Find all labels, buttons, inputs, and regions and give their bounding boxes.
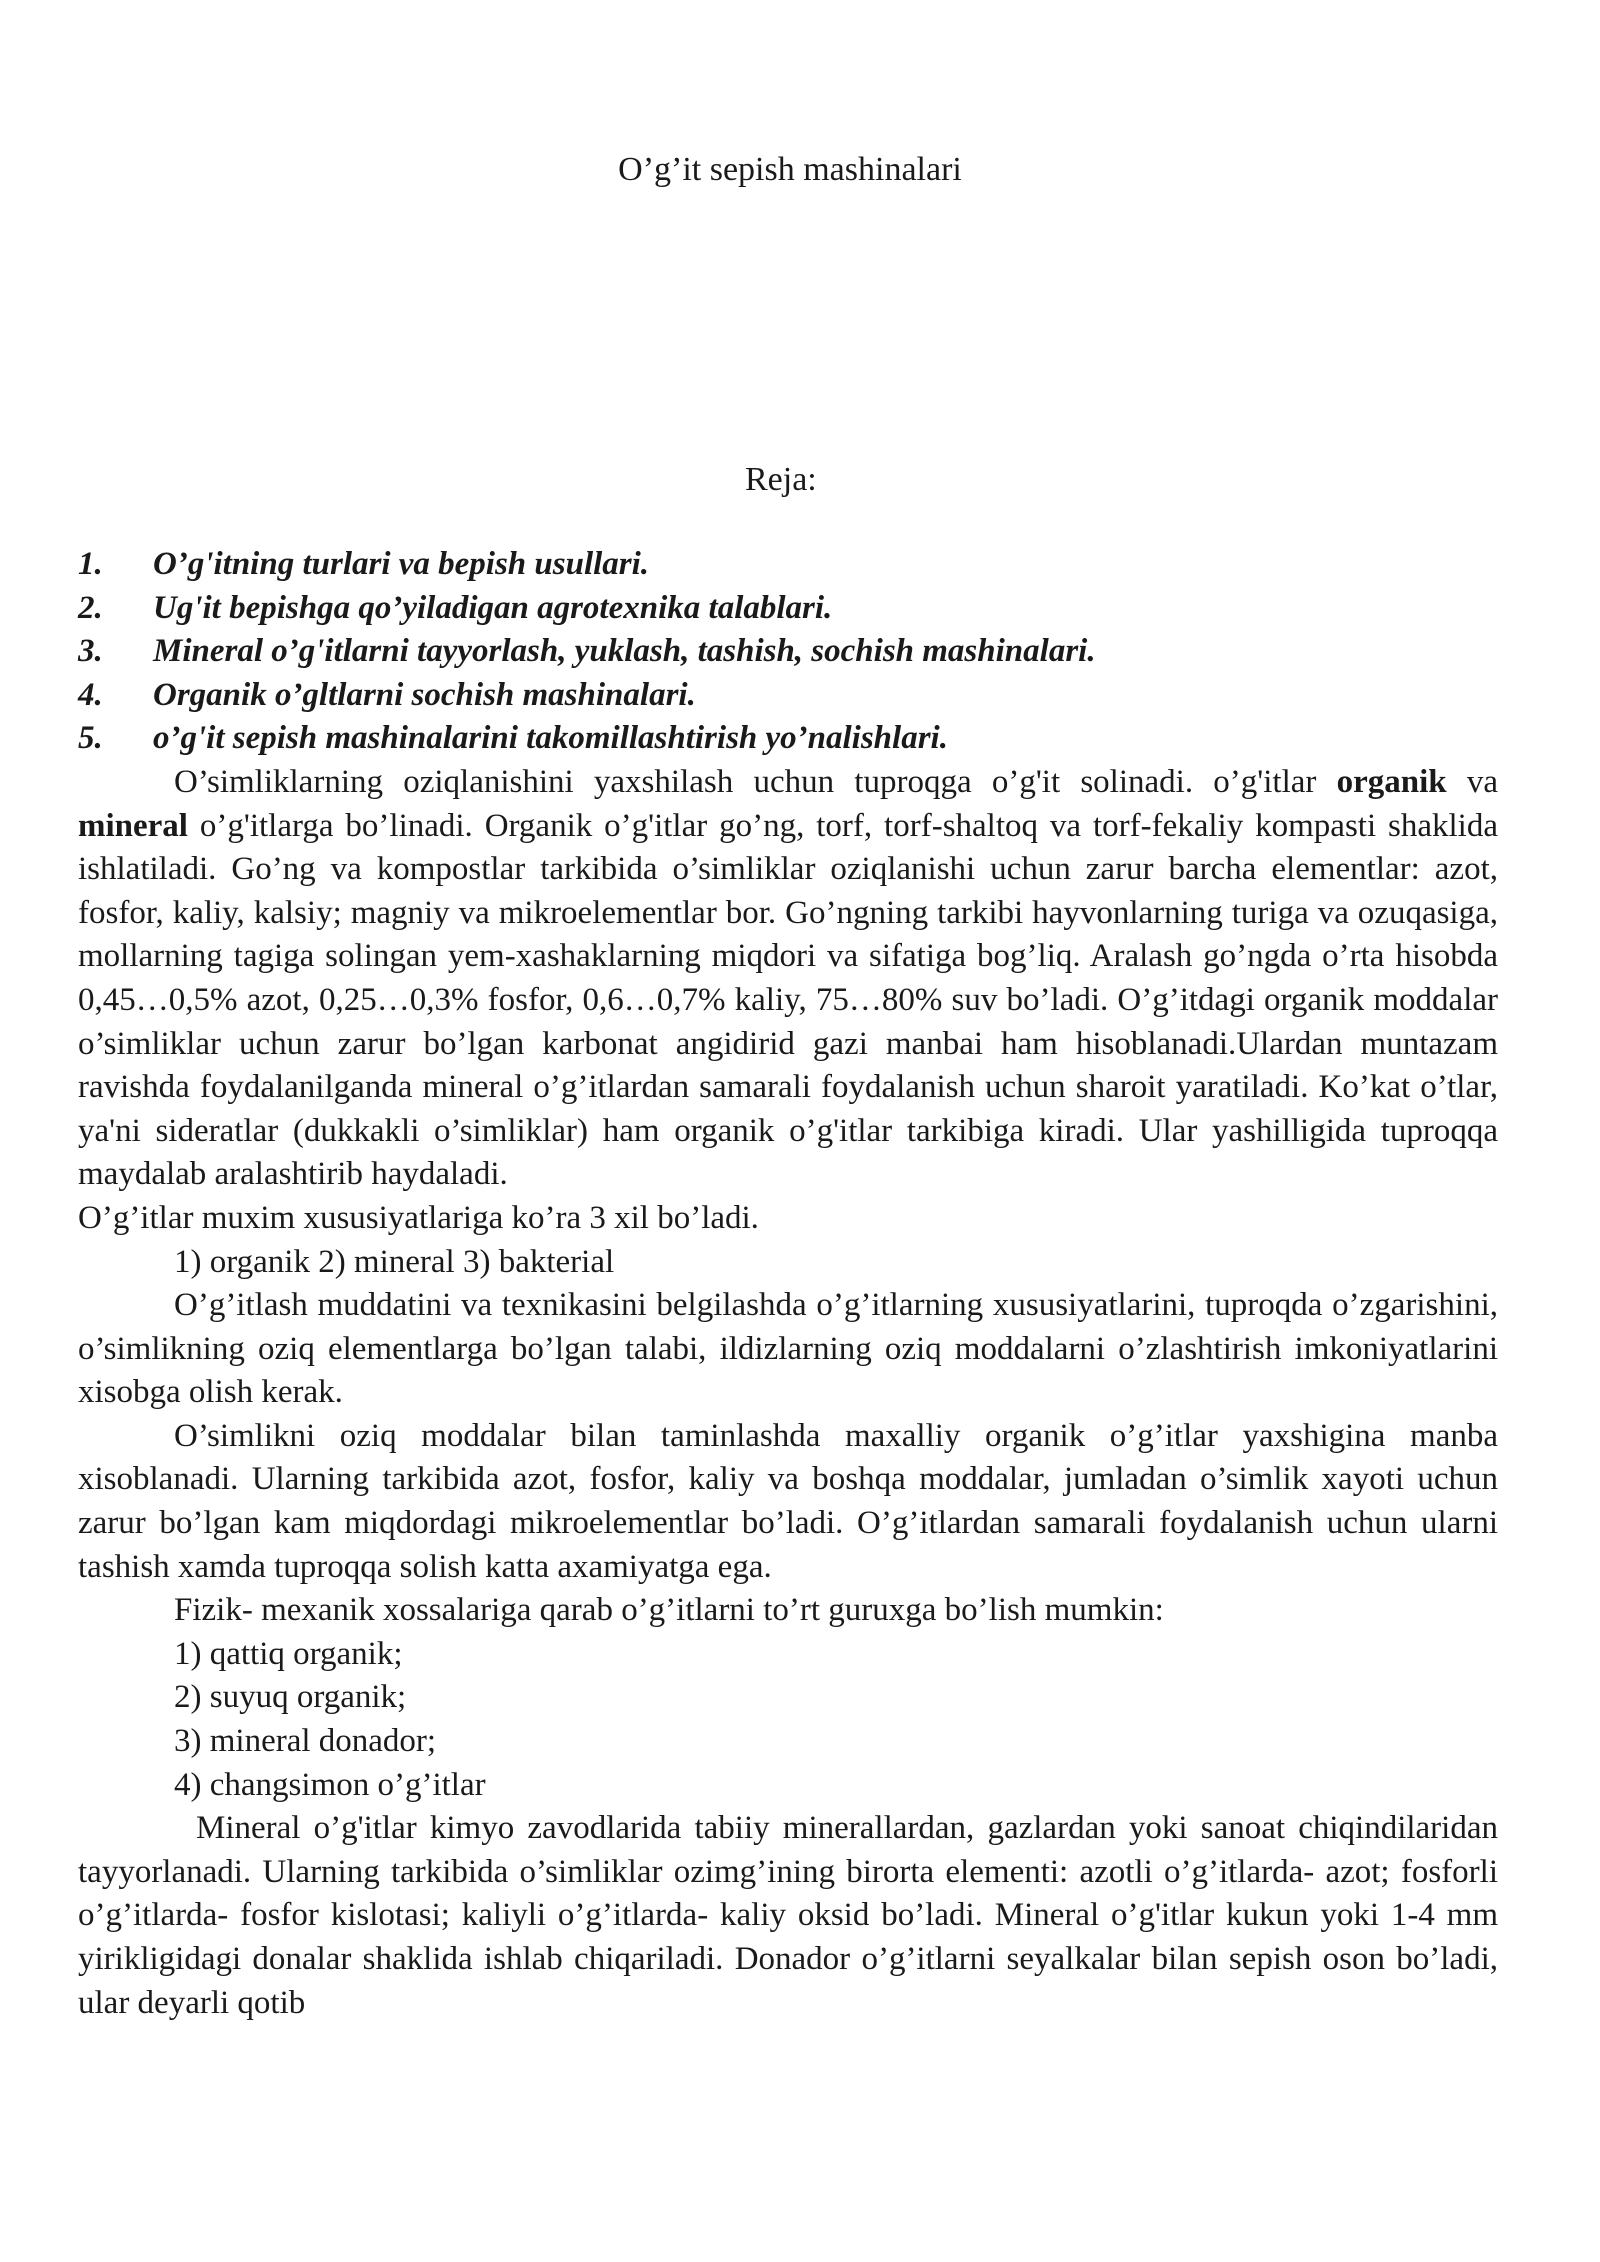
plan-heading: Reja: xyxy=(745,461,817,498)
plan-item-number: 3. xyxy=(78,633,103,670)
paragraph-three-kinds: O’g’itlar muxim xususiyatlariga ko’ra 3 xil bo’ladi. xyxy=(78,1199,759,1236)
document-title: O’g’it sepish mashinalari xyxy=(618,151,962,188)
text-span: o’g'itlarga bo’linadi. Organik o’g'itlar go’ng, torf, torf-shaltoq va torf-fekaliy kompasti shaklida ishlatiladi. Go’ng va kompostlar tarkibida o’simliklar oziqlanishi uchun zarur barcha elementlar: azot, fosfor, kaliy, kalsiy; magniy va mikroelementlar bor. Go’ngning tarkibi hayvonlarning turiga va ozuqasiga, mollarning tagiga solingan yem-xashaklarning miqdori va sifatiga bog’liq. Aralash go’ngda o’rta hisobda 0,45…0,5% azot, 0,25…0,3% fosfor, 0,6…0,7% kaliy, 75…80% suv bo’ladi. O’g’itdagi organik moddalar o’simliklar uchun zarur bo’lgan karbonat angidirid gazi manbai ham hisoblanadi.Ulardan muntazam ravishda foydalanilganda mineral o’g’itlardan samarali foydalanish uchun sharoit yaratiladi. Ko’kat o’tlar, ya'ni sideratlar (dukkakli o’simliklar) ham organik o’g'itlar tarkibiga kiradi. Ular yashilligida tuproqqa maydalab aralashtirib haydaladi. xyxy=(78,807,1498,1193)
plan-item-text: o’g'it sepish mashinalarini takomillashtirish yo’nalishlari. xyxy=(153,720,948,757)
kinds-list: 1) organik 2) mineral 3) bakterial xyxy=(174,1243,615,1280)
group-item: 2) suyuq organik; xyxy=(174,1679,407,1716)
plan-item-text: Mineral o’g'itlarni tayyorlash, yuklash, tashish, sochish mashinalari. xyxy=(153,633,1096,670)
paragraph-mineral-fertilizers: Mineral o’g'itlar kimyo zavodlarida tabiiy minerallardan, gazlardan yoki sanoat chiqindilaridan tayyorlanadi. Ularning tarkibida o’simliklar ozimg’ining birorta elementi: azotli o’g’itlarda- azot; fosforli o’g’itlarda- fosfor kislotasi; kaliyli o’g’itlarda- kaliy oksid bo’ladi. Mineral o’g'itlar kukun yoki 1-4 mm yirikligidagi donalar shaklida ishlab chiqariladi. Donador o’g’itlarni seyalkalar bilan sepish oson bo’ladi, ular deyarli qotib xyxy=(78,1810,1498,2021)
plan-item-number: 4. xyxy=(78,676,103,713)
plan-item xyxy=(78,717,1498,761)
paragraph-groups-intro: Fizik- mexanik xossalariga qarab o’g’itlarni to’rt guruxga bo’lish mumkin: xyxy=(174,1592,1164,1629)
group-item: 4) changsimon o’g’itlar xyxy=(174,1766,486,1803)
plan-item-number: 5. xyxy=(78,720,103,757)
plan-item-text: O’g'itning turlari va bepish usullari. xyxy=(153,546,650,582)
text-span: O’simliklarning oziqlanishini yaxshilash uchun tuproqga o’g'it solinadi. o’g'itlar xyxy=(174,763,1337,800)
plan-list xyxy=(78,543,1498,761)
bold-term-mineral: mineral xyxy=(78,807,188,844)
plan-item xyxy=(78,630,1498,674)
plan-item xyxy=(78,543,1498,587)
group-item: 3) mineral donador; xyxy=(174,1723,437,1760)
plan-item xyxy=(78,587,1498,631)
text-span: va xyxy=(1446,763,1498,800)
plan-item xyxy=(78,674,1498,718)
plan-item-text: Organik o’gltlarni sochish mashinalari. xyxy=(153,676,696,713)
document-body xyxy=(78,543,1498,2025)
paragraph-timing: O’g’itlash muddatini va texnikasini belgilashda o’g’itlarning xususiyatlarini, tuproqda o’zgarishini, o’simlikning oziq elementlarga bo’lgan talabi, ildizlarning oziq moddalarni o’zlashtirish imkoniyatlarini xisobga olish kerak. xyxy=(78,1287,1498,1411)
paragraph-fertilizer-types xyxy=(78,761,1498,1197)
paragraph-local-organic: O’simlikni oziq moddalar bilan taminlashda maxalliy organik o’g’itlar yaxshigina manba xisoblanadi. Ularning tarkibida azot, fosfor, kaliy va boshqa moddalar, jumladan o’simlik xayoti uchun zarur bo’lgan kam miqdordagi mikroelementlar bo’ladi. O’g’itlardan samarali foydalanish uchun ularni tashish xamda tuproqqa solish katta axamiyatga ega. xyxy=(78,1417,1498,1585)
plan-item-number: 2. xyxy=(78,589,103,626)
bold-term-organik: organik xyxy=(1336,763,1447,800)
plan-item-text: Ug'it bepishga qo’yiladigan agrotexnika talablari. xyxy=(153,589,833,626)
group-item: 1) qattiq organik; xyxy=(174,1635,403,1672)
plan-item-number: 1. xyxy=(78,546,103,582)
